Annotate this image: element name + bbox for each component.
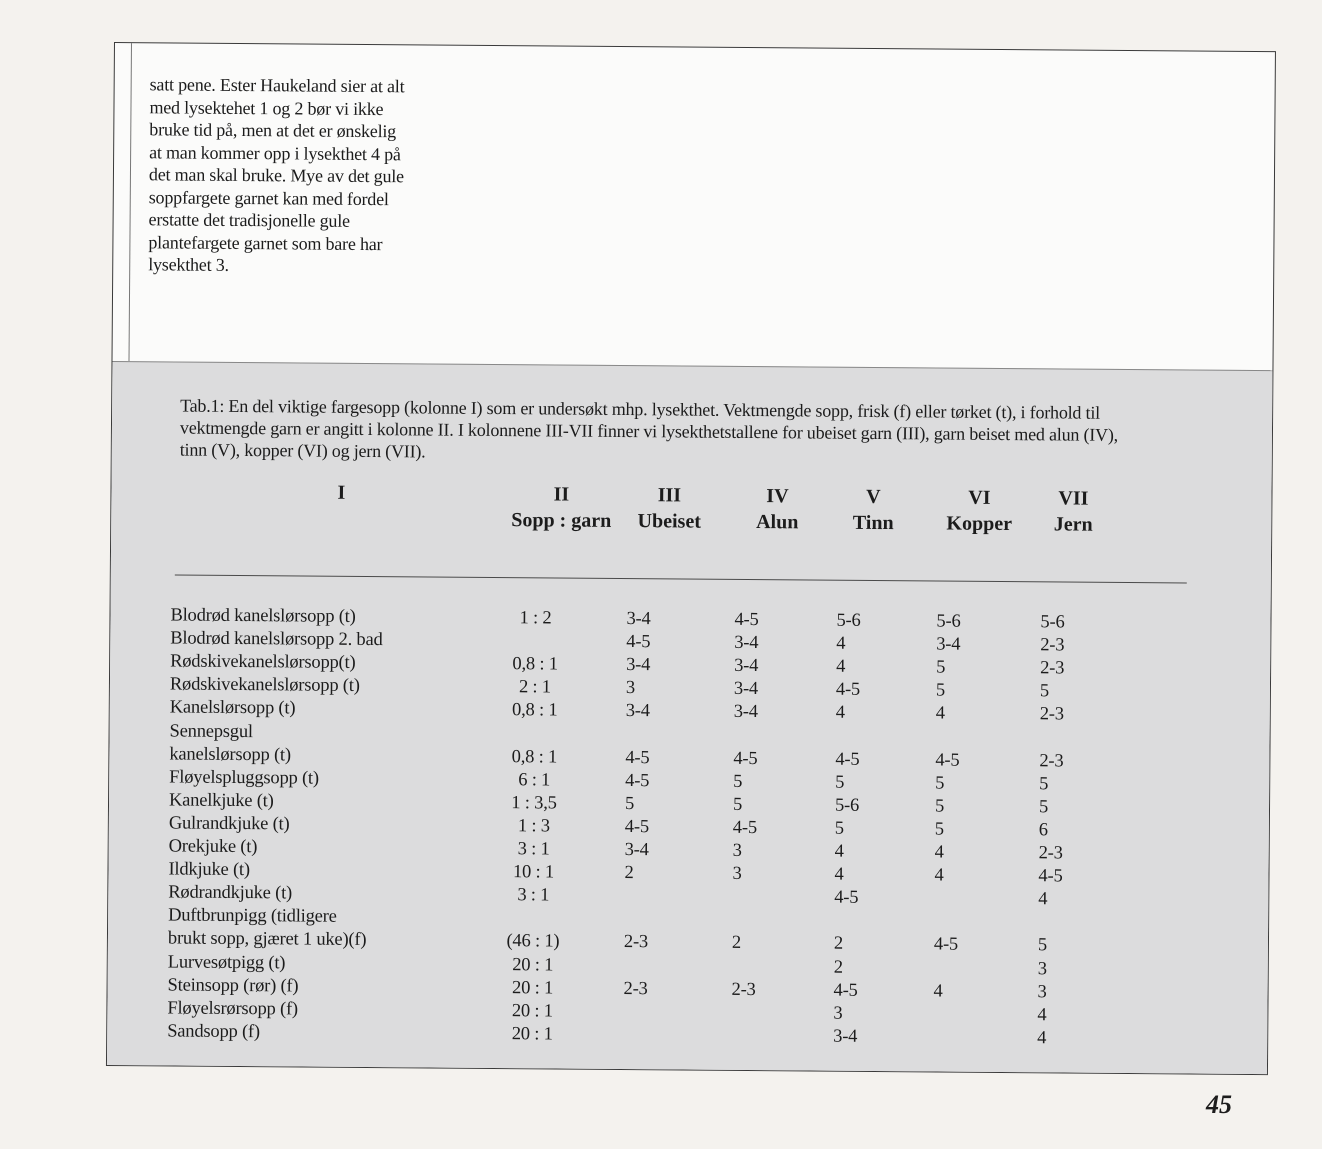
species-name: Blodrød kanelslørsopp 2. bad: [170, 628, 383, 651]
page-number: 45: [1206, 1090, 1232, 1119]
jern-cell: 2-3: [1038, 843, 1063, 864]
species-name: Rødskivekanelslørsopp (t): [169, 674, 360, 697]
jern-cell: 5-6: [1040, 612, 1065, 633]
species-name: Blodrød kanelslørsopp (t): [170, 605, 356, 627]
species-name: Fløyelspluggsopp (t): [169, 767, 319, 789]
column-header-i: [311, 480, 371, 506]
text-section: [128, 43, 1274, 370]
ubeiset-cell: 2: [624, 863, 634, 884]
tinn-cell: 4-5: [834, 887, 859, 909]
species-name: Kanelslørsopp (t): [169, 697, 296, 719]
tinn-cell: 5-6: [834, 795, 860, 816]
alun-cell: 5: [732, 794, 743, 815]
column-number: VI: [968, 486, 991, 509]
alun-cell: 3-4: [733, 679, 759, 700]
jern-cell: 2-3: [1040, 635, 1065, 656]
tinn-cell: 4: [835, 703, 845, 724]
ubeiset-cell: 2-3: [623, 978, 648, 999]
jern-cell: 6: [1038, 820, 1048, 841]
kopper-cell: 4: [934, 842, 944, 863]
alun-cell: 3: [732, 840, 742, 861]
ubeiset-cell: 5: [624, 793, 635, 814]
tinn-cell: 2: [833, 957, 843, 978]
ubeiset-cell: 3: [625, 678, 636, 699]
ratio-cell: 0,8 : 1: [511, 700, 558, 721]
column-label: Ubeiset: [637, 510, 701, 533]
species-name: Duftbrunpigg (tidligere: [168, 905, 337, 928]
jern-cell: 3: [1037, 958, 1047, 979]
jern-cell: 3: [1037, 981, 1047, 1002]
kopper-cell: 5: [935, 680, 946, 701]
kopper-cell: 4: [933, 981, 943, 1002]
species-name: brukt sopp, gjæret 1 uke)(f): [167, 928, 367, 951]
alun-cell: 4-5: [734, 609, 759, 631]
jern-cell: 5: [1038, 797, 1049, 818]
tinn-cell: 4-5: [835, 749, 860, 770]
column-header-v: [823, 484, 923, 537]
tinn-cell: 4-5: [833, 980, 858, 1001]
kopper-cell: 3-4: [936, 634, 961, 655]
kopper-cell: 4: [935, 703, 945, 724]
alun-cell: 3-4: [733, 702, 758, 723]
column-header-vii: [1023, 485, 1123, 538]
species-name: Kanelkjuke (t): [168, 790, 274, 812]
kopper-cell: 5-6: [936, 611, 961, 632]
header-rule: [175, 574, 1187, 583]
jern-cell: 4: [1037, 1004, 1047, 1026]
kopper-cell: 5: [934, 819, 944, 840]
jern-cell: 4: [1038, 889, 1048, 910]
column-header-iii: [619, 482, 719, 535]
column-number: VII: [1058, 487, 1089, 510]
ratio-cell: 2 : 1: [518, 677, 551, 698]
species-name: Ildkjuke (t): [168, 859, 250, 881]
jern-cell: 2-3: [1040, 658, 1065, 679]
ratio-cell: 1 : 3: [517, 816, 550, 837]
kopper-cell: 4-5: [935, 750, 960, 771]
ratio-cell: 20 : 1: [512, 954, 554, 975]
ubeiset-cell: 4-5: [624, 816, 649, 838]
intro-paragraph: satt pene. Ester Haukeland sier at alt med lysektehet 1 og 2 bør vi ikke bruke tid på, men at det er ønskelig at man kommer opp i lysekthet 4 på det man skal bruke. Mye av det gule soppfargete garnet kan med fordel erstatte det tradisjonelle gule plantefargete garnet som bare har lysekthet 3.: [148, 74, 405, 275]
species-name: Gulrandkjuke (t): [168, 813, 290, 835]
ubeiset-cell: 2-3: [623, 932, 649, 953]
column-label: Sopp : garn: [511, 509, 612, 532]
column-label: Kopper: [946, 512, 1013, 536]
species-name: Fløyelsrørsopp (f): [167, 998, 299, 1020]
species-name: Steinsopp (rør) (f): [167, 975, 299, 997]
jern-cell: 2-3: [1039, 750, 1064, 772]
ratio-cell: (46 : 1): [506, 931, 560, 952]
jern-cell: 5: [1039, 773, 1049, 795]
ratio-cell: 3 : 1: [517, 839, 550, 860]
ubeiset-cell: 4-5: [626, 632, 651, 653]
species-name: Lurvesøtpigg (t): [167, 951, 286, 973]
alun-cell: 3-4: [734, 632, 759, 654]
ratio-cell: 6 : 1: [518, 769, 551, 791]
alun-cell: 5: [733, 771, 743, 792]
alun-cell: 2: [731, 933, 742, 954]
kopper-cell: 5: [935, 773, 945, 794]
species-name: Sennepsgul: [169, 720, 253, 742]
jern-cell: 4-5: [1038, 866, 1063, 887]
alun-cell: 3: [732, 863, 742, 885]
column-header-iv: [727, 483, 827, 536]
tinn-cell: 4: [836, 633, 846, 654]
ratio-cell: 1 : 3,5: [511, 792, 557, 814]
ratio-cell: 1 : 2: [519, 608, 552, 629]
jern-cell: 2-3: [1039, 704, 1064, 725]
column-label: Jern: [1053, 513, 1093, 536]
tinn-cell: 4-5: [835, 679, 861, 701]
ubeiset-cell: 4-5: [625, 770, 650, 791]
column-number: IV: [766, 485, 789, 508]
ubeiset-cell: 3-4: [626, 655, 651, 676]
ubeiset-cell: 3-4: [625, 701, 650, 722]
ratio-cell: 3 : 1: [517, 885, 550, 906]
alun-cell: 4-5: [733, 748, 758, 769]
species-name: Orekjuke (t): [168, 836, 258, 858]
tinn-cell: 5-6: [836, 610, 861, 631]
species-name: Sandsopp (f): [167, 1021, 260, 1042]
tinn-cell: 3-4: [833, 1026, 858, 1047]
column-number: I: [337, 481, 346, 504]
kopper-cell: 5: [934, 796, 945, 817]
jern-cell: 5: [1037, 935, 1048, 956]
alun-cell: 2-3: [731, 979, 756, 1000]
alun-cell: 3-4: [734, 656, 759, 677]
jern-cell: 5: [1039, 681, 1050, 702]
ratio-cell: 20 : 1: [511, 1023, 553, 1045]
content-frame: [106, 42, 1276, 1075]
species-name: Rødrandkjuke (t): [168, 882, 293, 904]
tinn-cell: 4: [834, 841, 844, 862]
ubeiset-cell: 4-5: [625, 747, 650, 768]
ratio-cell: 10 : 1: [512, 862, 555, 883]
kopper-cell: 4: [934, 865, 944, 886]
ratio-cell: 0,8 : 1: [512, 654, 558, 675]
column-header-ii: [491, 481, 631, 534]
tinn-cell: 4: [836, 656, 846, 677]
kopper-cell: 5: [936, 657, 946, 678]
kopper-cell: 4-5: [933, 934, 959, 956]
ubeiset-cell: 3-4: [624, 840, 649, 861]
tinn-cell: 3: [833, 1003, 843, 1024]
table-section: [107, 361, 1272, 1074]
species-name: Rødskivekanelslørsopp(t): [170, 651, 356, 674]
alun-cell: 4-5: [732, 817, 757, 838]
tinn-cell: 4: [834, 864, 844, 885]
species-name: kanelslørsopp (t): [169, 744, 291, 766]
tinn-cell: 2: [833, 934, 844, 955]
tinn-cell: 5: [835, 772, 845, 793]
column-number: III: [657, 484, 682, 507]
column-header-vi: [919, 484, 1039, 537]
ubeiset-cell: 3-4: [626, 609, 651, 630]
ratio-cell: 20 : 1: [511, 1000, 553, 1022]
jern-cell: 4: [1037, 1028, 1047, 1049]
table-caption: Tab.1: En del viktige fargesopp (kolonne I) som er undersøkt mhp. lysekthet. Vektmengde sopp, frisk (f) eller tørket (t), i forhold til vektmengde garn er angitt i kolonne II. I kolonnene III-VII finner vi lysekthetstallene for ubeiset garn (III), garn beiset med alun (IV), tinn (V), kopper (VI) og jern (VII).: [179, 395, 1119, 462]
tinn-cell: 5: [834, 818, 844, 839]
column-number: V: [866, 485, 881, 509]
ratio-cell: 20 : 1: [512, 977, 554, 999]
column-label: Tinn: [852, 511, 894, 535]
column-number: II: [553, 483, 570, 506]
ratio-cell: 0,8 : 1: [511, 746, 558, 768]
column-label: Alun: [756, 511, 799, 534]
